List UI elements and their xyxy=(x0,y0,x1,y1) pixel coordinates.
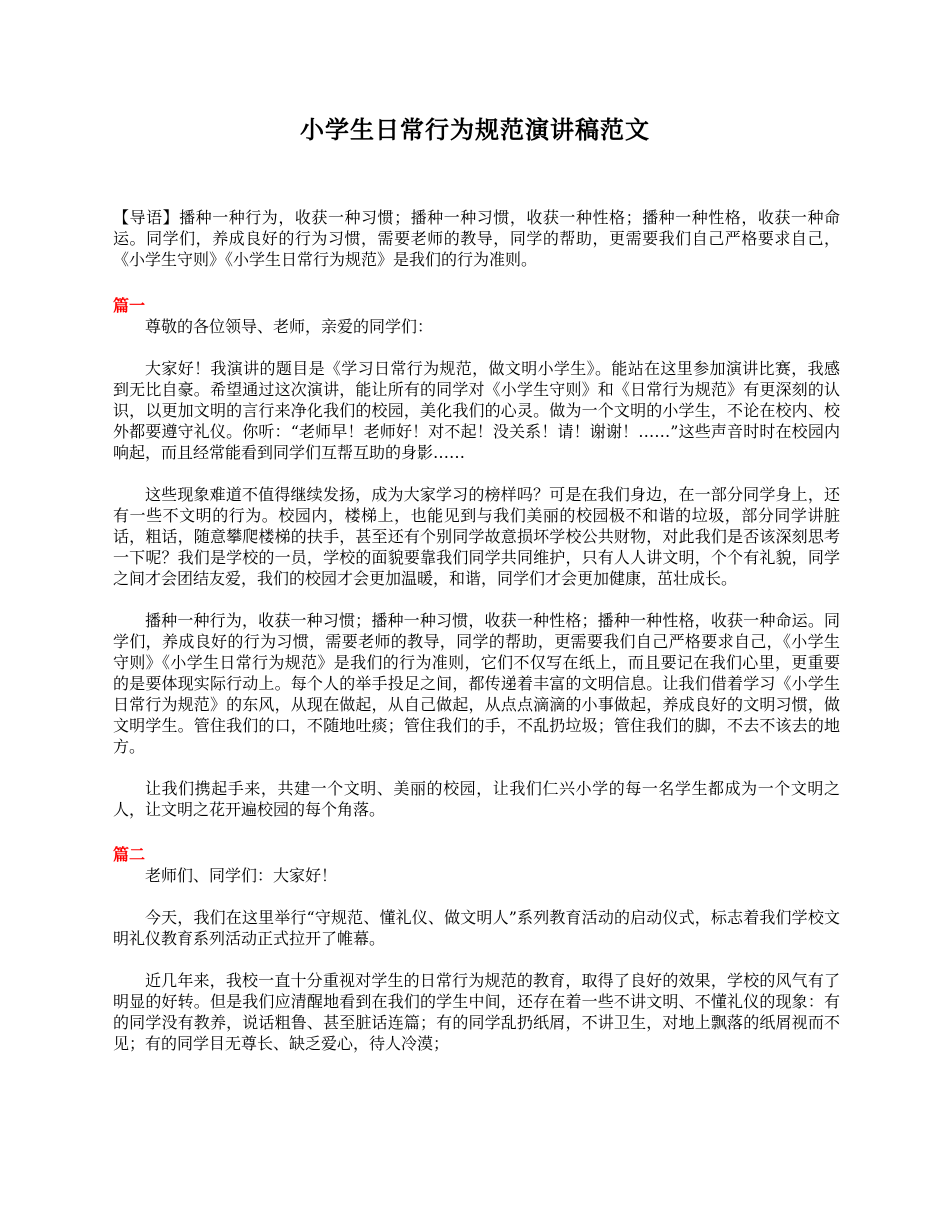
document-title: 小学生日常行为规范演讲稿范文 xyxy=(300,115,650,144)
section-1 xyxy=(113,295,840,820)
body-paragraph: 让我们携起手来，共建一个文明、美丽的校园，让我们仁兴小学的每一名学生都成为一个文明之人，让文明之花开遍校园的每个角落。 xyxy=(113,779,840,819)
document-body xyxy=(113,207,840,1075)
section-greeting: 老师们、同学们：大家好！ xyxy=(145,866,338,885)
section-label: 篇一 xyxy=(113,296,146,315)
intro-paragraph: 【导语】播种一种行为，收获一种习惯；播种一种习惯，收获一种性格；播种一种性格，收获一种命运。同学们，养成良好的行为习惯，需要老师的教导，同学的帮助，更需要我们自己严格要求自己，《小学生守则》《小学生日常行为规范》是我们的行为准则。 xyxy=(113,208,840,269)
body-paragraph: 这些现象难道不值得继续发扬，成为大家学习的榜样吗？可是在我们身边，在一部分同学身上，还有一些不文明的行为。校园内，楼梯上，也能见到与我们美丽的校园极不和谐的垃圾，部分同学讲脏话，粗话，随意攀爬楼梯的扶手，甚至还有个别同学故意损坏学校公共财物，对此我们是否该深刻思考一下呢？我们是学校的一员，学校的面貌要靠我们同学共同维护，只有人人讲文明，个个有礼貌，同学之间才会团结友爱，我们的校园才会更加温暖，和谐，同学们才会更加健康，茁壮成长。 xyxy=(113,485,840,588)
section-greeting: 尊敬的各位领导、老师，亲爱的同学们： xyxy=(145,317,434,336)
section-label: 篇二 xyxy=(113,845,146,864)
body-paragraph: 大家好！我演讲的题目是《学习日常行为规范，做文明小学生》。能站在这里参加演讲比赛，我感到无比自豪。希望通过这次演讲，能让所有的同学对《小学生守则》和《日常行为规范》有更深刻的认识，以更加文明的言行来净化我们的校园，美化我们的心灵。做为一个文明的小学生，不论在校内、校外都要遵守礼仪。你听：“老师早！老师好！对不起！没关系！请！谢谢！……”这些声音时时在校园内响起，而且经常能看到同学们互帮互助的身影…… xyxy=(113,359,840,462)
body-paragraph: 近几年来，我校一直十分重视对学生的日常行为规范的教育，取得了良好的效果，学校的风气有了明显的好转。但是我们应清醒地看到在我们的学生中间，还存在着一些不讲文明、不懂礼仪的现象：有的同学没有教养，说话粗鲁、甚至脏话连篇；有的同学乱扔纸屑，不讲卫生，对地上飘落的纸屑视而不见；有的同学目无尊长、缺乏爱心，待人冷漠； xyxy=(113,971,840,1053)
section-2 xyxy=(113,844,840,1054)
body-paragraph: 今天，我们在这里举行“守规范、懂礼仪、做文明人”系列教育活动的启动仪式，标志着我们学校文明礼仪教育系列活动正式拉开了帷幕。 xyxy=(113,908,840,948)
body-paragraph: 播种一种行为，收获一种习惯；播种一种习惯，收获一种性格；播种一种性格，收获一种命运。同学们，养成良好的行为习惯，需要老师的教导，同学的帮助，更需要我们自己严格要求自己，《小学生守则》《小学生日常行为规范》是我们的行为准则，它们不仅写在纸上，而且要记在我们心里，更重要的是要体现实际行动上。每个人的举手投足之间，都传递着丰富的文明信息。让我们借着学习《小学生日常行为规范》的东风，从现在做起，从自己做起，从点点滴滴的小事做起，养成良好的文明习惯，做文明学生。管住我们的口，不随地吐痰；管住我们的手，不乱扔垃圾；管住我们的脚，不去不该去的地方。 xyxy=(113,611,840,756)
